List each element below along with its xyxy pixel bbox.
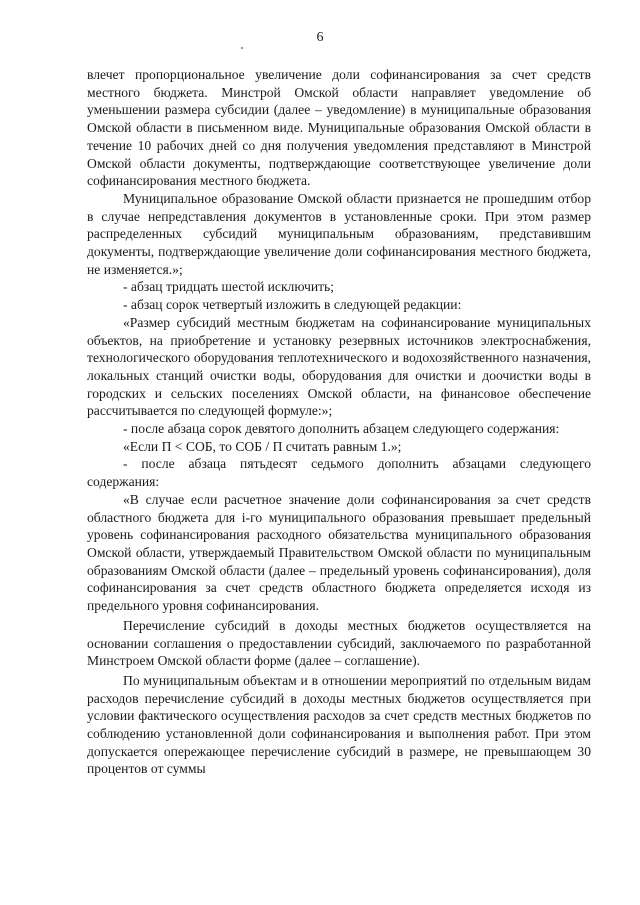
paragraph-transfer-conditions: По муниципальным объектам и в отношении мероприятий по отдельным видам расходов перечисление субсидий в доходы местных бюджетов осуществляется при условии фактического осуществления расходов за счет средств местных бюджетов по соблюдению установленной доли софинансирования и выполнения работ. При этом допускается опережающее перечисление субсидий в размере, не превышающем 30 процентов от суммы [87, 672, 591, 777]
paragraph-amendment-57: - после абзаца пятьдесят седьмого дополнить абзацами следующего содержания: [87, 456, 591, 490]
paragraph-subsidy-size: «Размер субсидий местным бюджетам на софинансирование муниципальных объектов, на приобретение и установку резервных источников электроснабжения, технологического оборудования теплотехнического и водохозяйственного назначения, локальных станций очистки воды, оборудования для очистки и доочистки воды в городских и сельских поселениях Омской области, на финансовое обеспечение рассчитывается по следующей формуле:»; [87, 314, 591, 419]
page-number: 6 [316, 30, 324, 45]
paragraph-transfer-agreement: Перечисление субсидий в доходы местных бюджетов осуществляется на основании соглашения о предоставлении субсидий, заключаемого по разработанной Минстроем Омской области форме (далее – соглашение). [87, 617, 591, 669]
paragraph-formula-condition: «Если П < СОБ, то СОБ / П считать равным 1.»; [123, 438, 402, 454]
paragraph-amendment-36: - абзац тридцать шестой исключить; [123, 279, 335, 295]
paragraph-continuation: влечет пропорциональное увеличение доли софинансирования за счет средств местного бюджета. Минстрой Омской области направляет уведомление об уменьшении размера субсидии (далее – уведомление) в муниципальные образования Омской области в письменном виде. Муниципальные образования Омской области в течение 10 рабочих дней со дня получения уведомления представляют в Минстрой Омской области документы, подтверждающие соответствующее увеличение доли софинансирования местного бюджета. [87, 67, 591, 189]
scan-speck [241, 47, 243, 49]
paragraph-amendment-49: - после абзаца сорок девятого дополнить абзацем следующего содержания: [123, 421, 560, 437]
document-body [87, 66, 591, 778]
paragraph-selection-failure: Муниципальное образование Омской области признается не прошедшим отбор в случае непредставления документов в установленные сроки. При этом размер распределенных субсидий муниципальным образованиям, представившим документы, подтверждающие увеличение доли софинансирования местного бюджета, не изменяется.»; [87, 190, 591, 277]
paragraph-cofinancing-limit: «В случае если расчетное значение доли софинансирования за счет средств областного бюджета для i-го муниципального образования превышает предельный уровень софинансирования расходного обязательства муниципального образования Омской области, утверждаемый Правительством Омской области по муниципальным образованиям Омской области (далее – предельный уровень софинансирования), доля софинансирования за счет средств областного бюджета определяется исходя из предельного уровня софинансирования. [87, 491, 591, 614]
paragraph-amendment-44: - абзац сорок четвертый изложить в следующей редакции: [123, 297, 462, 313]
